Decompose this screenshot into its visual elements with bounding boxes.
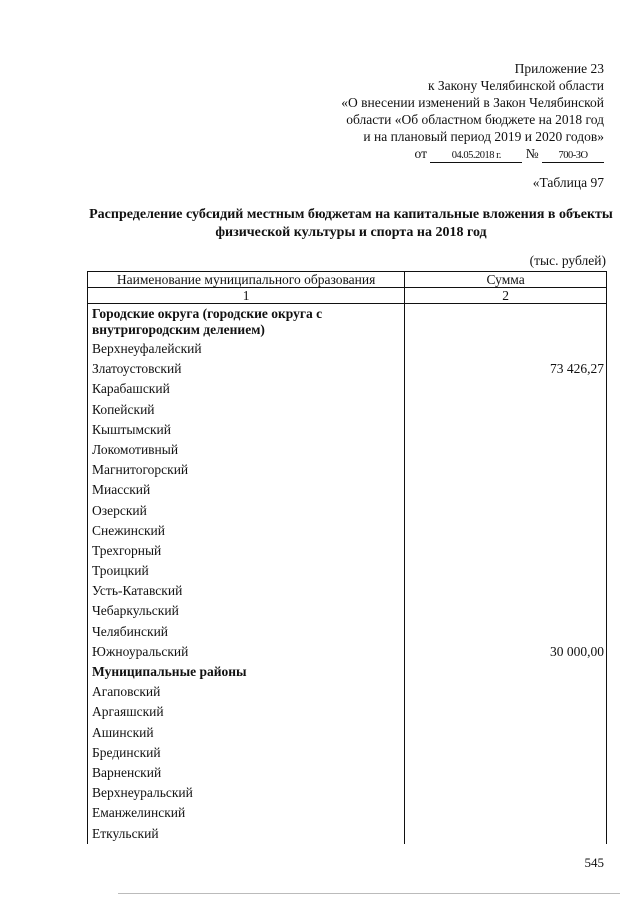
subsidy-amount	[405, 339, 607, 359]
subsidy-table	[87, 271, 607, 844]
subsidy-amount	[405, 763, 607, 783]
table-row	[88, 521, 607, 541]
municipality-name: Варненский	[88, 763, 405, 783]
municipality-name: Аргаяшский	[88, 702, 405, 722]
municipality-name: Кыштымский	[88, 420, 405, 440]
subsidy-amount	[405, 723, 607, 743]
table-row	[88, 824, 607, 844]
subsidy-amount	[405, 601, 607, 621]
subsidy-amount	[405, 460, 607, 480]
subsidy-amount	[405, 743, 607, 763]
municipality-name: Карабашский	[88, 379, 405, 399]
law-date-line	[284, 145, 604, 163]
table-row	[88, 723, 607, 743]
municipality-name: Верхнеуфалейский	[88, 339, 405, 359]
subsidy-amount	[405, 480, 607, 500]
subsidy-amount	[405, 541, 607, 561]
table-header-row	[88, 272, 607, 288]
table-row	[88, 702, 607, 722]
table-row	[88, 763, 607, 783]
subsidy-amount	[405, 803, 607, 823]
table-row	[88, 400, 607, 420]
column-header-sum: Сумма	[405, 272, 607, 288]
table-row	[88, 440, 607, 460]
subsidy-amount	[405, 379, 607, 399]
municipality-name: Трехгорный	[88, 541, 405, 561]
subsidy-amount	[405, 501, 607, 521]
subsidy-amount	[405, 824, 607, 844]
number-prefix: №	[525, 146, 539, 161]
column-index-row	[88, 288, 607, 304]
appendix-line: и на плановый период 2019 и 2020 годов»	[363, 129, 604, 144]
page-number: 545	[584, 855, 604, 870]
table-row	[88, 601, 607, 621]
municipality-name: Агаповский	[88, 682, 405, 702]
subsidy-amount: 73 426,27	[405, 359, 607, 379]
subsidy-amount	[405, 400, 607, 420]
table-row	[88, 501, 607, 521]
subsidy-amount	[405, 622, 607, 642]
table-row	[88, 682, 607, 702]
date-prefix: от	[414, 146, 427, 161]
appendix-line: к Закону Челябинской области	[427, 78, 604, 93]
page-bottom-rule	[118, 893, 620, 894]
subsidy-amount	[405, 702, 607, 722]
table-row	[88, 480, 607, 500]
subsidy-amount	[405, 783, 607, 803]
table-row	[88, 783, 607, 803]
municipality-name: Троицкий	[88, 561, 405, 581]
table-label: «Таблица 97	[532, 175, 604, 190]
appendix-line: Приложение 23	[514, 61, 604, 76]
municipality-name: Чебаркульский	[88, 601, 405, 621]
municipality-name: Еткульский	[88, 824, 405, 844]
municipality-name: Копейский	[88, 400, 405, 420]
subsidy-amount	[405, 581, 607, 601]
municipality-name: Снежинский	[88, 521, 405, 541]
table-row	[88, 420, 607, 440]
municipality-name: Южноуральский	[88, 642, 405, 662]
appendix-line: «О внесении изменений в Закон Челябинской	[341, 95, 604, 110]
table-row	[88, 339, 607, 359]
law-number: 700-ЗО	[542, 150, 604, 163]
table-row	[88, 561, 607, 581]
law-date: 04.05.2018 г.	[430, 150, 522, 163]
table-row	[88, 541, 607, 561]
municipality-name: Озерский	[88, 501, 405, 521]
subsidy-amount	[405, 561, 607, 581]
units-label: (тыс. рублей)	[529, 253, 606, 268]
municipality-name: Златоустовский	[88, 359, 405, 379]
subsidy-amount	[405, 420, 607, 440]
subsidy-amount: 30 000,00	[405, 642, 607, 662]
table-row	[88, 460, 607, 480]
municipality-name: Брединский	[88, 743, 405, 763]
subsidy-amount	[405, 440, 607, 460]
appendix-line: области «Об областном бюджете на 2018 год	[346, 112, 604, 127]
document-title: Распределение субсидий местным бюджетам на капитальные вложения в объекты физической культуры и спорта на 2018 год	[89, 207, 613, 240]
table-row	[88, 743, 607, 763]
column-index: 1	[88, 288, 405, 304]
municipality-name: Челябинский	[88, 622, 405, 642]
subsidy-amount	[405, 521, 607, 541]
section-title: Муниципальные районы	[88, 662, 405, 682]
municipality-name: Усть-Катавский	[88, 581, 405, 601]
table-row	[88, 642, 607, 662]
table-row	[88, 622, 607, 642]
section-row-urban-districts	[88, 304, 607, 340]
appendix-header	[284, 60, 604, 163]
table-row	[88, 359, 607, 379]
municipality-name: Ашинский	[88, 723, 405, 743]
table-row	[88, 581, 607, 601]
municipality-name: Миасский	[88, 480, 405, 500]
municipality-name: Локомотивный	[88, 440, 405, 460]
municipality-name: Еманжелинский	[88, 803, 405, 823]
section-row-municipal-districts	[88, 662, 607, 682]
municipality-name: Верхнеуральский	[88, 783, 405, 803]
table-row	[88, 379, 607, 399]
table-row	[88, 803, 607, 823]
section-title: Городские округа (городские округа с внутригородским делением)	[88, 304, 405, 340]
subsidy-amount	[405, 682, 607, 702]
column-header-name: Наименование муниципального образования	[88, 272, 405, 288]
column-index: 2	[405, 288, 607, 304]
municipality-name: Магнитогорский	[88, 460, 405, 480]
